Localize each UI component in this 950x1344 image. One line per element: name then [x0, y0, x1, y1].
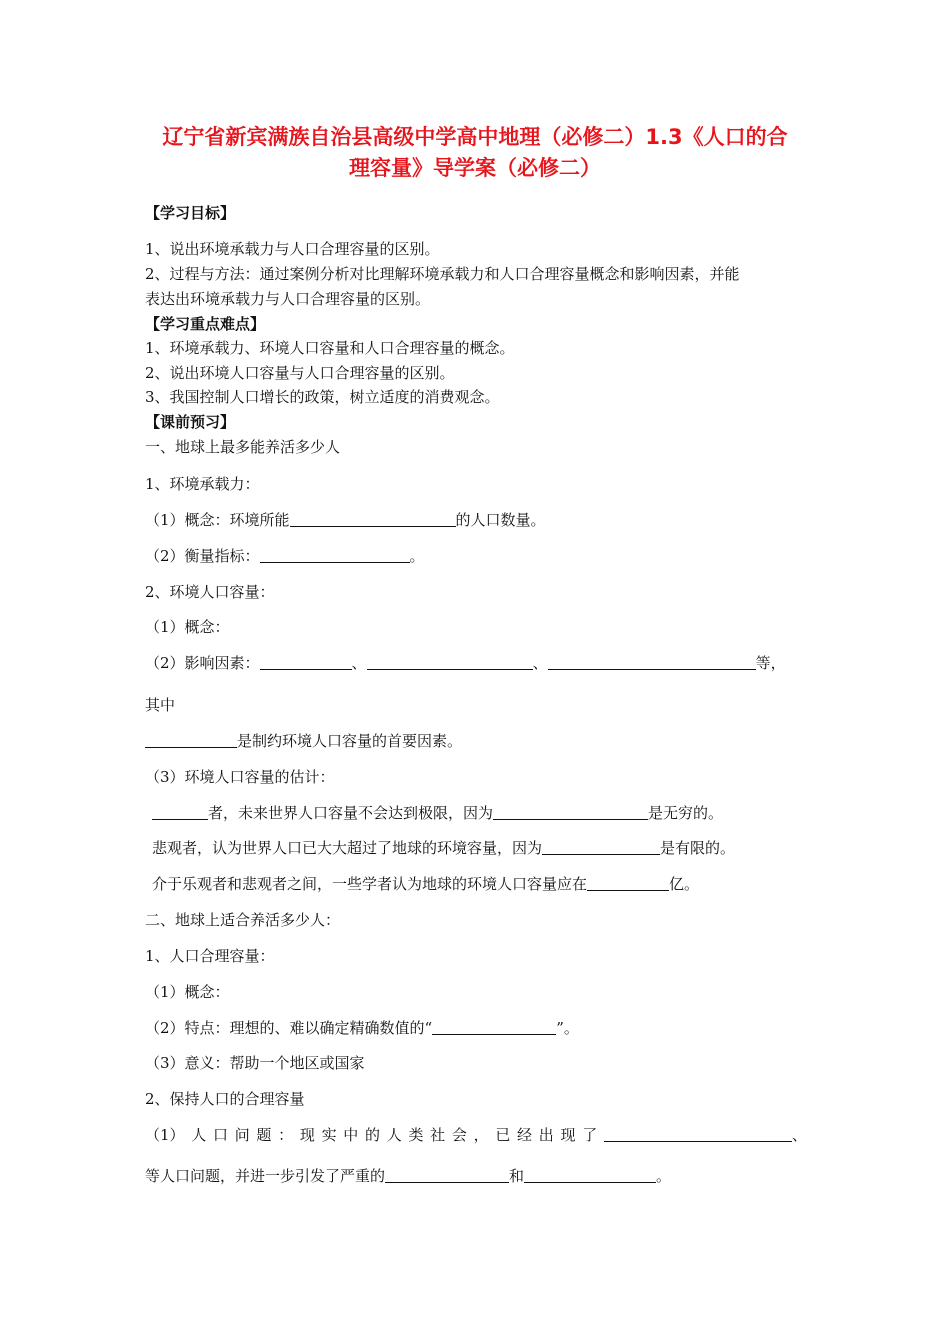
middle-view-line: 介于乐观者和悲观者之间，一些学者认为地球的环境人口容量应在 亿。	[152, 875, 700, 893]
env-among-line: 其中	[145, 696, 176, 714]
population-problem-line-2: 等人口问题，并进一步引发了严重的 和 。	[145, 1167, 672, 1185]
objective-2: 2、过程与方法：通过案例分析对比理解环境承载力和人口合理容量概念和影响因素，并能	[145, 265, 740, 283]
carrying-measure-line: （2）衡量指标： 。	[145, 547, 425, 565]
blank-field[interactable]	[524, 1167, 656, 1183]
document-title	[140, 122, 810, 184]
carrying-concept-line: （1）概念：环境所能 的人口数量。	[145, 511, 546, 529]
keypoints-header: 【学习重点难点】	[145, 315, 266, 333]
blank-field[interactable]	[604, 1126, 792, 1142]
title-line-2: 理容量》导学案（必修二）	[349, 156, 601, 180]
keypoint-2: 2、说出环境人口容量与人口合理容量的区别。	[145, 364, 455, 382]
pessimist-line: 悲观者，认为世界人口已大大超过了地球的环境容量，因为 是有限的。	[152, 839, 736, 857]
population-problem-line: （1） 人 口 问 题 ： 现 实 中 的 人 类 社 会 ， 已 经 出 现 了 、	[145, 1126, 807, 1144]
env-factors-line: （2）影响因素： 、 、 等，	[145, 654, 786, 672]
env-primary-line: 是制约环境人口容量的首要因素。	[145, 731, 462, 751]
blank-field[interactable]	[432, 1019, 556, 1035]
title-line-1: 辽宁省新宾满族自治县高级中学高中地理（必修二）1.3《人口的合	[162, 125, 788, 149]
blank-field[interactable]	[587, 875, 669, 891]
reasonable-concept-line: （1）概念：	[145, 983, 230, 1001]
blank-field[interactable]	[260, 547, 410, 563]
carrying-capacity-heading: 1、环境承载力：	[145, 475, 260, 493]
blank-field[interactable]	[290, 511, 456, 527]
blank-field[interactable]	[145, 732, 237, 748]
optimist-line: 者，未来世界人口容量不会达到极限，因为 是无穷的。	[152, 803, 723, 823]
blank-field[interactable]	[260, 654, 352, 670]
blank-field[interactable]	[493, 804, 648, 820]
env-concept-line: （1）概念：	[145, 618, 230, 636]
env-capacity-heading: 2、环境人口容量：	[145, 583, 275, 601]
preview-header: 【课前预习】	[145, 413, 236, 431]
blank-field[interactable]	[542, 839, 660, 855]
keypoint-1: 1、环境承载力、环境人口容量和人口合理容量的概念。	[145, 339, 515, 357]
reasonable-feature-line: （2）特点：理想的、难以确定精确数值的“ ”。	[145, 1019, 579, 1037]
maintain-capacity-heading: 2、保持人口的合理容量	[145, 1090, 305, 1108]
env-estimate-heading: （3）环境人口容量的估计：	[145, 768, 335, 786]
section-2-heading: 二、地球上适合养活多少人：	[145, 911, 341, 929]
reasonable-meaning-line: （3）意义：帮助一个地区或国家	[145, 1054, 365, 1072]
objectives-header: 【学习目标】	[145, 204, 236, 222]
blank-field[interactable]	[367, 654, 533, 670]
keypoint-3: 3、我国控制人口增长的政策，树立适度的消费观念。	[145, 388, 500, 406]
objective-2-cont: 表达出环境承载力与人口合理容量的区别。	[145, 290, 431, 308]
blank-field[interactable]	[548, 654, 756, 670]
section-1-heading: 一、地球上最多能养活多少人	[145, 438, 341, 456]
blank-field[interactable]	[152, 804, 208, 820]
reasonable-capacity-heading: 1、人口合理容量：	[145, 947, 275, 965]
blank-field[interactable]	[385, 1167, 509, 1183]
objective-1: 1、说出环境承载力与人口合理容量的区别。	[145, 240, 440, 258]
